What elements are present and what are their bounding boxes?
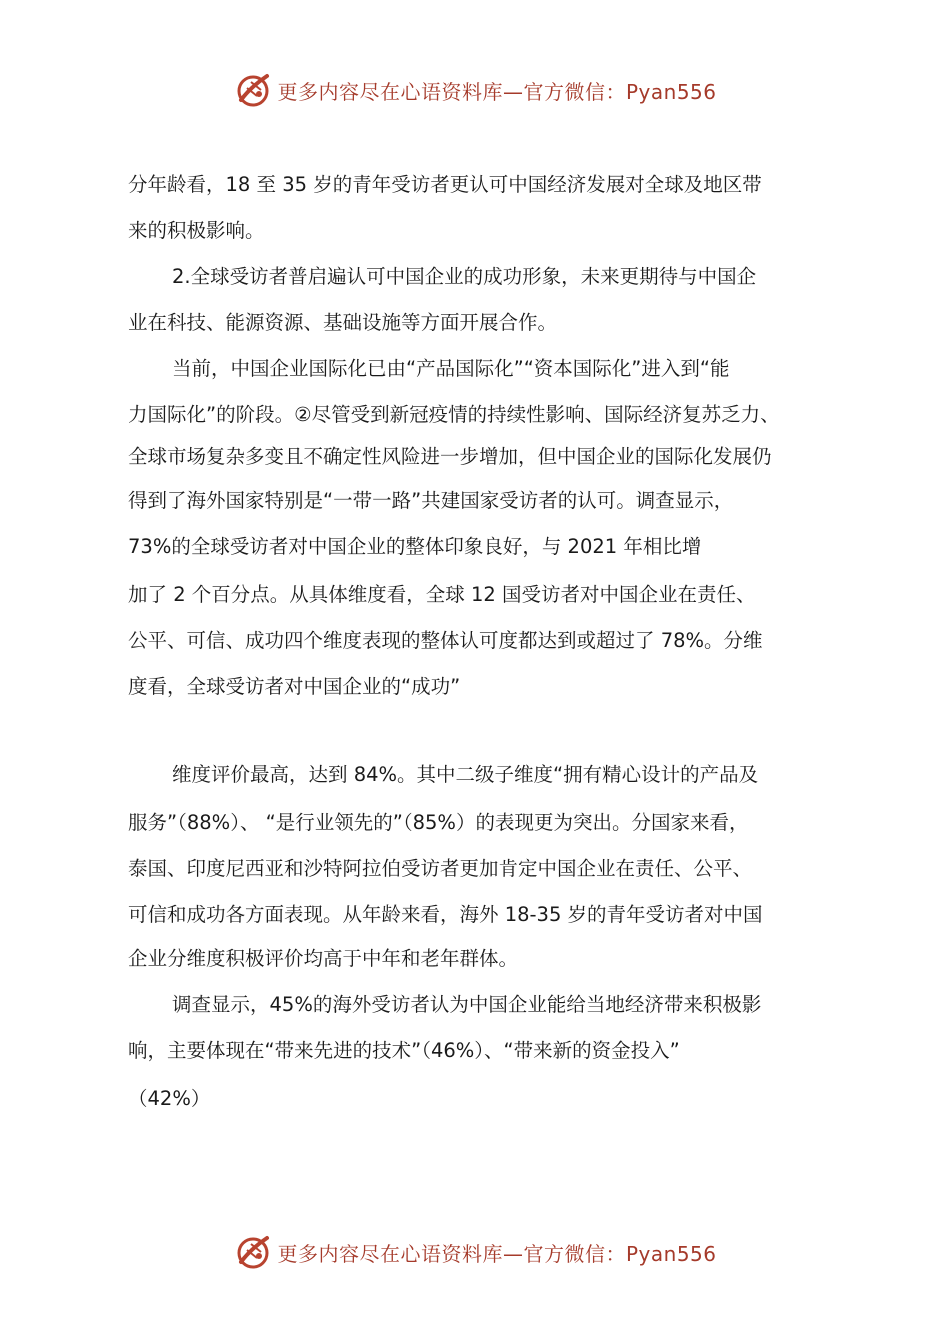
body-line: 可信和成功各方面表现。从年龄来看，海外 18-35 岁的青年受访者对中国 — [128, 903, 763, 926]
body-line: 业在科技、能源资源、基础设施等方面开展合作。 — [128, 311, 558, 334]
body-line: 当前，中国企业国际化已由“产品国际化”“资本国际化”进入到“能 — [172, 357, 730, 380]
body-line: 73%的全球受访者对中国企业的整体印象良好，与 2021 年相比增 — [128, 535, 702, 558]
body-line: 来的积极影响。 — [128, 219, 265, 242]
body-line: 得到了海外国家特别是“一带一路”共建国家受访者的认可。调查显示， — [128, 489, 734, 512]
body-line: 分年龄看，18 至 35 岁的青年受访者更认可中国经济发展对全球及地区带 — [128, 173, 762, 196]
brush-seal-icon — [233, 1232, 273, 1272]
header-wechat-id: Pyan556 — [625, 79, 717, 104]
body-line: 加了 2 个百分点。从具体维度看，全球 12 国受访者对中国企业在责任、 — [128, 583, 756, 606]
body-line: 响，主要体现在“带来先进的技术”（46%）、“带来新的资金投入” — [128, 1039, 680, 1062]
footer-watermark-text — [277, 1238, 716, 1267]
footer-watermark-label: 更多内容尽在心语资料库—官方微信： — [277, 1241, 626, 1266]
header-watermark — [0, 70, 950, 110]
header-watermark-text — [277, 76, 716, 105]
body-line: （42%） — [128, 1087, 211, 1110]
body-line: 企业分维度积极评价均高于中年和老年群体。 — [128, 947, 519, 970]
body-line: 服务”（88%）、 “是行业领先的”（85%）的表现更为突出。分国家来看， — [128, 811, 749, 834]
brush-seal-icon — [233, 70, 273, 110]
body-line: 维度评价最高，达到 84%。其中二级子维度“拥有精心设计的产品及 — [172, 763, 759, 786]
footer-watermark — [0, 1232, 950, 1272]
body-line: 调查显示，45%的海外受访者认为中国企业能给当地经济带来积极影 — [172, 993, 762, 1016]
section-heading: 2.全球受访者普启遍认可中国企业的成功形象，未来更期待与中国企 — [172, 265, 757, 288]
body-line: 全球市场复杂多变且不确定性风险进一步增加，但中国企业的国际化发展仍 — [128, 445, 772, 468]
body-line: 力国际化”的阶段。②尽管受到新冠疫情的持续性影响、国际经济复苏乏力、 — [128, 403, 780, 426]
footer-wechat-id: Pyan556 — [625, 1241, 717, 1266]
header-watermark-label: 更多内容尽在心语资料库—官方微信： — [277, 79, 626, 104]
body-line: 泰国、印度尼西亚和沙特阿拉伯受访者更加肯定中国企业在责任、公平、 — [128, 857, 753, 880]
body-line: 度看，全球受访者对中国企业的“成功” — [128, 675, 461, 698]
body-line: 公平、可信、成功四个维度表现的整体认可度都达到或超过了 78%。分维 — [128, 629, 763, 652]
